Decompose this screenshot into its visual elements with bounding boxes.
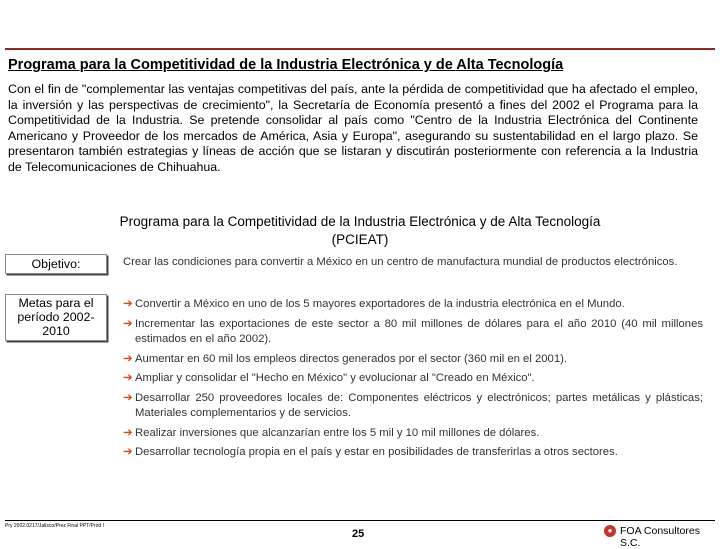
list-item	[123, 445, 703, 461]
section-title-line2: (PCIEAT)	[331, 232, 389, 247]
list-item	[123, 352, 703, 368]
footer-reference: Pry 2002.0217/Jalisco/Prez Final PPT/Prod I	[5, 523, 104, 529]
intro-paragraph: Con el fin de "complementar las ventajas competitivas del país, ante la pérdida de competitividad que ha afectado el empleo, la inversión y las perspectivas de crecimiento", la Secretaría de Economía presentó a fines del 2002 el Programa para la Competitividad de la Industria. Se pretende consolidar al país como "Centro de la Industria Electrónica del Continente Americano y Proveedor de los mercados de América, Asia y Europa", asegurando su sustentabilidad en el largo plazo. Se presentaron también estrategias y líneas de acción que se listaran y discutirán posteriormente con referencia a la Industria de Telecomunicaciones de Chihuahua.	[8, 82, 698, 174]
list-item-text: Aumentar en 60 mil los empleos directos generados por el sector (360 mil en el 2001).	[135, 352, 568, 365]
list-item-text: Ampliar y consolidar el "Hecho en México" y evolucionar al "Creado en México".	[135, 372, 535, 384]
list-item-text: Realizar inversiones que alcanzarían entre los 5 mil y 10 mil millones de dólares.	[135, 426, 540, 439]
section-title-line1: Programa para la Competitividad de la Industria Electrónica y de Alta Tecnología	[119, 214, 601, 229]
arrow-bullet-icon: ➔	[123, 426, 133, 439]
list-item	[123, 297, 703, 313]
header-rule	[5, 48, 715, 50]
arrow-bullet-icon: ➔	[123, 317, 133, 330]
objetivo-label: Objetivo:	[5, 254, 107, 274]
objetivo-text: Crear las condiciones para convertir a México en un centro de manufactura mundial de productos electrónicos.	[123, 256, 678, 268]
arrow-bullet-icon: ➔	[123, 446, 133, 458]
section-title	[30, 213, 690, 249]
metas-label: Metas para el período 2002-2010	[5, 294, 107, 341]
page-title: Programa para la Competitividad de la Industria Electrónica y de Alta Tecnología	[8, 57, 564, 73]
list-item	[123, 317, 703, 348]
list-item	[123, 426, 703, 442]
list-item	[123, 371, 703, 387]
list-item-text: Incrementar las exportaciones de este sector a 80 mil millones de dólares para el año 2010 (40 mil millones estimados en el año 2002).	[135, 317, 703, 345]
arrow-bullet-icon: ➔	[123, 298, 133, 310]
company-name: FOA Consultores S.C.	[620, 525, 700, 549]
page-number: 25	[352, 528, 365, 540]
list-item-text: Desarrollar 250 proveedores locales de: Componentes eléctricos y electrónicos; partes metálicas y plásticas; Materiales complementarios y de servicios.	[135, 391, 703, 419]
list-item-text: Desarrollar tecnología propia en el país y estar en posibilidades de transferirlas a otros sectores.	[135, 446, 618, 458]
arrow-bullet-icon: ➔	[123, 352, 133, 365]
list-item-text: Convertir a México en uno de los 5 mayores exportadores de la industria electrónica en el Mundo.	[135, 298, 625, 310]
footer-rule	[5, 520, 715, 521]
company-logo-icon: ●	[604, 525, 616, 537]
metas-list	[123, 297, 703, 461]
list-item	[123, 391, 703, 422]
arrow-bullet-icon: ➔	[123, 391, 133, 404]
arrow-bullet-icon: ➔	[123, 372, 133, 384]
